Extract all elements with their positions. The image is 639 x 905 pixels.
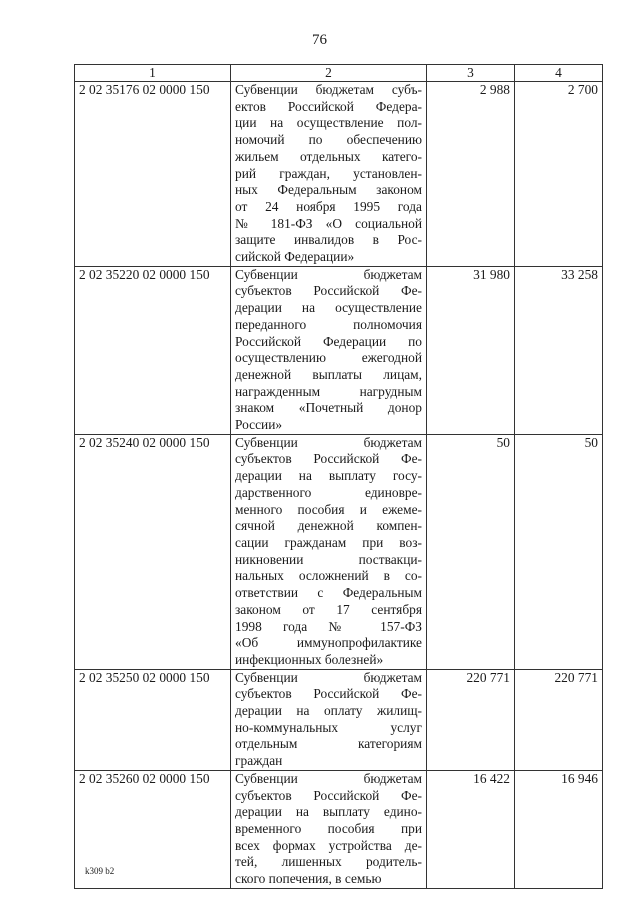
table-row bbox=[75, 669, 603, 770]
description bbox=[231, 669, 427, 770]
description-line: ектов Российской Федера- bbox=[235, 98, 422, 114]
description-line: инфекционных болезней» bbox=[235, 651, 384, 667]
header-col-2: 2 bbox=[231, 65, 427, 82]
table-row bbox=[75, 266, 603, 434]
description-line: субъектов Российской Фе- bbox=[235, 686, 422, 702]
description-line: денежной выплаты лицам, bbox=[235, 366, 422, 382]
amount-col-4: 16 946 bbox=[515, 770, 603, 888]
budget-table bbox=[74, 64, 603, 889]
amount-col-4: 50 bbox=[515, 434, 603, 669]
description bbox=[231, 82, 427, 267]
description-line: субъектов Российской Фе- bbox=[235, 451, 422, 467]
budget-code: 2 02 35240 02 0000 150 bbox=[75, 434, 231, 669]
amount-col-3: 220 771 bbox=[427, 669, 515, 770]
description-line: но-коммунальных услуг bbox=[235, 719, 422, 735]
description bbox=[231, 770, 427, 888]
description-line: Субвенции бюджетам bbox=[235, 266, 422, 282]
header-col-1: 1 bbox=[75, 65, 231, 82]
description-line: никновении поствакци- bbox=[235, 551, 422, 567]
description-line: менного пособия и ежеме- bbox=[235, 501, 422, 517]
budget-code: 2 02 35260 02 0000 150 bbox=[75, 770, 231, 888]
description-line: осуществлению ежегодной bbox=[235, 350, 422, 366]
description-line: Субвенции бюджетам субъ- bbox=[235, 82, 422, 97]
description-line: дерации на осуществление bbox=[235, 300, 422, 316]
page-number: 76 bbox=[312, 32, 327, 48]
description-line: номочий по обеспечению bbox=[235, 132, 422, 148]
description-line: от 24 ноября 1995 года bbox=[235, 198, 422, 214]
description-line: отдельным категориям bbox=[235, 736, 422, 752]
description-line: 1998 года № 157-ФЗ bbox=[235, 618, 422, 634]
description-line: Российской Федерации по bbox=[235, 333, 422, 349]
table-row bbox=[75, 434, 603, 669]
description-line: Субвенции бюджетам bbox=[235, 669, 422, 685]
header-row bbox=[75, 65, 603, 82]
description-line: жильем отдельных катего- bbox=[235, 148, 422, 164]
description-line: знаком «Почетный донор bbox=[235, 400, 422, 416]
description-line: временного пособия при bbox=[235, 820, 422, 836]
amount-col-3: 31 980 bbox=[427, 266, 515, 434]
description-line: законом от 17 сентября bbox=[235, 601, 422, 617]
header-col-3: 3 bbox=[427, 65, 515, 82]
amount-col-4: 220 771 bbox=[515, 669, 603, 770]
description-line: дарственного единовре- bbox=[235, 484, 422, 500]
description-line: ского попечения, в семью bbox=[235, 871, 382, 887]
description-line: всех формах устройства де- bbox=[235, 837, 422, 853]
header-col-4: 4 bbox=[515, 65, 603, 82]
table-row bbox=[75, 82, 603, 267]
budget-code: 2 02 35220 02 0000 150 bbox=[75, 266, 231, 434]
description-line: ции на осуществление пол- bbox=[235, 115, 422, 131]
description-line: дерации на выплату госу- bbox=[235, 468, 422, 484]
description-line: сийской Федерации» bbox=[235, 249, 355, 265]
description bbox=[231, 266, 427, 434]
table-row bbox=[75, 770, 603, 888]
description-line: переданного полномочия bbox=[235, 316, 422, 332]
budget-code: 2 02 35176 02 0000 150 bbox=[75, 82, 231, 267]
description-line: дерации на выплату едино- bbox=[235, 804, 422, 820]
description-line: «Об иммунопрофилактике bbox=[235, 635, 422, 651]
description-line: субъектов Российской Фе- bbox=[235, 283, 422, 299]
description-line: защите инвалидов в Рос- bbox=[235, 232, 422, 248]
amount-col-3: 2 988 bbox=[427, 82, 515, 267]
description-line: рий граждан, установлен- bbox=[235, 165, 422, 181]
description-line: нальных осложнений в со- bbox=[235, 568, 422, 584]
description-line: тей, лишенных родитель- bbox=[235, 854, 422, 870]
amount-col-3: 16 422 bbox=[427, 770, 515, 888]
description bbox=[231, 434, 427, 669]
description-line: сячной денежной компен- bbox=[235, 518, 422, 534]
description-line: сации гражданам при воз- bbox=[235, 534, 422, 550]
budget-code: 2 02 35250 02 0000 150 bbox=[75, 669, 231, 770]
description-line: Субвенции бюджетам bbox=[235, 434, 422, 450]
footer-code: k309 b2 bbox=[85, 866, 115, 876]
description-line: России» bbox=[235, 417, 283, 433]
description-line: ных Федеральным законом bbox=[235, 182, 422, 198]
description-line: дерации на оплату жилищ- bbox=[235, 703, 422, 719]
description-line: субъектов Российской Фе- bbox=[235, 787, 422, 803]
amount-col-4: 33 258 bbox=[515, 266, 603, 434]
amount-col-3: 50 bbox=[427, 434, 515, 669]
description-line: граждан bbox=[235, 753, 283, 769]
description-line: № 181-ФЗ «О социальной bbox=[235, 215, 422, 231]
amount-col-4: 2 700 bbox=[515, 82, 603, 267]
description-line: Субвенции бюджетам bbox=[235, 770, 422, 786]
description-line: ответствии с Федеральным bbox=[235, 585, 422, 601]
description-line: награжденным нагрудным bbox=[235, 383, 422, 399]
